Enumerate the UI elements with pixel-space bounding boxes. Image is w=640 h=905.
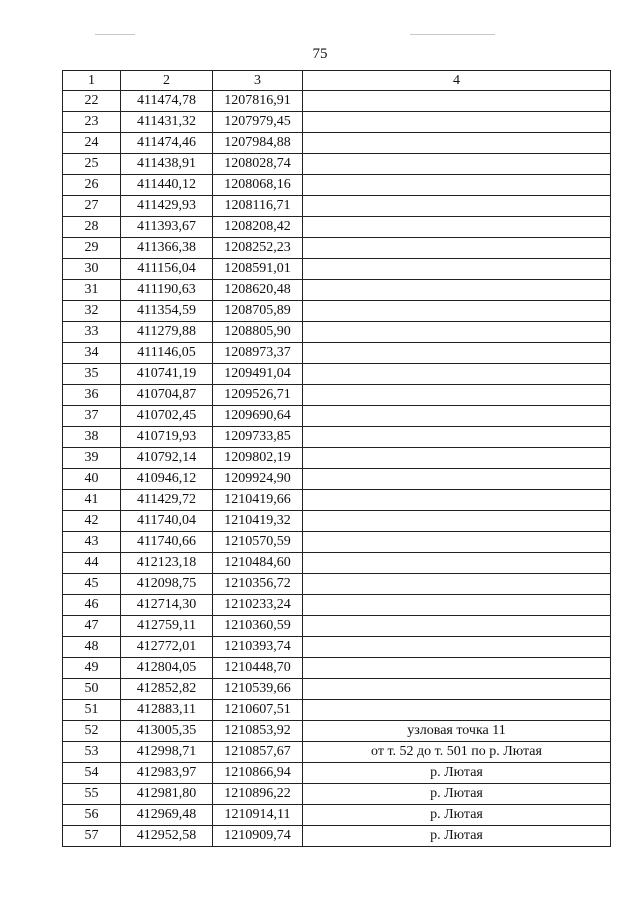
x-coordinate-cell: 411438,91 [121, 154, 213, 175]
x-coordinate-cell: 411190,63 [121, 280, 213, 301]
table-row [63, 616, 611, 637]
description-cell [303, 532, 611, 553]
table-row [63, 742, 611, 763]
coordinates-table-container [62, 70, 611, 847]
description-cell [303, 280, 611, 301]
description-cell [303, 259, 611, 280]
table-row [63, 196, 611, 217]
y-coordinate-cell: 1208805,90 [213, 322, 303, 343]
y-coordinate-cell: 1209733,85 [213, 427, 303, 448]
table-row [63, 784, 611, 805]
scan-artifact [95, 34, 135, 35]
page-number: 75 [312, 46, 328, 62]
point-number-cell: 29 [63, 238, 121, 259]
point-number-cell: 41 [63, 490, 121, 511]
description-cell: р. Лютая [303, 763, 611, 784]
point-number-cell: 33 [63, 322, 121, 343]
point-number-cell: 39 [63, 448, 121, 469]
point-number-cell: 49 [63, 658, 121, 679]
point-number-cell: 51 [63, 700, 121, 721]
description-cell [303, 91, 611, 112]
point-number-cell: 24 [63, 133, 121, 154]
table-row [63, 553, 611, 574]
x-coordinate-cell: 411440,12 [121, 175, 213, 196]
description-cell: р. Лютая [303, 805, 611, 826]
x-coordinate-cell: 410702,45 [121, 406, 213, 427]
table-row [63, 217, 611, 238]
x-coordinate-cell: 411740,04 [121, 511, 213, 532]
table-row [63, 700, 611, 721]
y-coordinate-cell: 1210909,74 [213, 826, 303, 847]
point-number-cell: 53 [63, 742, 121, 763]
y-coordinate-cell: 1209491,04 [213, 364, 303, 385]
table-row [63, 574, 611, 595]
x-coordinate-cell: 412098,75 [121, 574, 213, 595]
x-coordinate-cell: 412852,82 [121, 679, 213, 700]
point-number-cell: 32 [63, 301, 121, 322]
point-number-cell: 45 [63, 574, 121, 595]
table-header-row [63, 71, 611, 91]
point-number-cell: 54 [63, 763, 121, 784]
table-row [63, 448, 611, 469]
description-cell [303, 154, 611, 175]
table-row [63, 364, 611, 385]
y-coordinate-cell: 1210393,74 [213, 637, 303, 658]
table-row [63, 763, 611, 784]
x-coordinate-cell: 412983,97 [121, 763, 213, 784]
x-coordinate-cell: 411146,05 [121, 343, 213, 364]
table-row [63, 238, 611, 259]
x-coordinate-cell: 411393,67 [121, 217, 213, 238]
column-header-4: 4 [303, 71, 611, 91]
y-coordinate-cell: 1210857,67 [213, 742, 303, 763]
y-coordinate-cell: 1210233,24 [213, 595, 303, 616]
table-row [63, 259, 611, 280]
table-row [63, 532, 611, 553]
y-coordinate-cell: 1207984,88 [213, 133, 303, 154]
description-cell [303, 448, 611, 469]
y-coordinate-cell: 1210896,22 [213, 784, 303, 805]
point-number-cell: 37 [63, 406, 121, 427]
table-row [63, 133, 611, 154]
x-coordinate-cell: 412772,01 [121, 637, 213, 658]
table-row [63, 679, 611, 700]
y-coordinate-cell: 1209924,90 [213, 469, 303, 490]
x-coordinate-cell: 410792,14 [121, 448, 213, 469]
y-coordinate-cell: 1210853,92 [213, 721, 303, 742]
y-coordinate-cell: 1208116,71 [213, 196, 303, 217]
table-row [63, 280, 611, 301]
table-row [63, 91, 611, 112]
x-coordinate-cell: 411740,66 [121, 532, 213, 553]
description-cell [303, 427, 611, 448]
y-coordinate-cell: 1210448,70 [213, 658, 303, 679]
y-coordinate-cell: 1208028,74 [213, 154, 303, 175]
x-coordinate-cell: 412714,30 [121, 595, 213, 616]
x-coordinate-cell: 412883,11 [121, 700, 213, 721]
description-cell [303, 196, 611, 217]
table-row [63, 805, 611, 826]
description-cell [303, 406, 611, 427]
description-cell [303, 175, 611, 196]
x-coordinate-cell: 411354,59 [121, 301, 213, 322]
point-number-cell: 25 [63, 154, 121, 175]
description-cell [303, 700, 611, 721]
y-coordinate-cell: 1208252,23 [213, 238, 303, 259]
x-coordinate-cell: 411156,04 [121, 259, 213, 280]
description-cell: от т. 52 до т. 501 по р. Лютая [303, 742, 611, 763]
y-coordinate-cell: 1210484,60 [213, 553, 303, 574]
point-number-cell: 44 [63, 553, 121, 574]
x-coordinate-cell: 413005,35 [121, 721, 213, 742]
point-number-cell: 38 [63, 427, 121, 448]
point-number-cell: 34 [63, 343, 121, 364]
y-coordinate-cell: 1209802,19 [213, 448, 303, 469]
point-number-cell: 57 [63, 826, 121, 847]
description-cell [303, 469, 611, 490]
table-row [63, 469, 611, 490]
description-cell [303, 574, 611, 595]
description-cell: узловая точка 11 [303, 721, 611, 742]
point-number-cell: 35 [63, 364, 121, 385]
y-coordinate-cell: 1210419,32 [213, 511, 303, 532]
y-coordinate-cell: 1210356,72 [213, 574, 303, 595]
x-coordinate-cell: 410741,19 [121, 364, 213, 385]
point-number-cell: 28 [63, 217, 121, 238]
table-row [63, 826, 611, 847]
coordinates-table [62, 70, 611, 847]
point-number-cell: 55 [63, 784, 121, 805]
point-number-cell: 56 [63, 805, 121, 826]
point-number-cell: 23 [63, 112, 121, 133]
table-row [63, 385, 611, 406]
description-cell: р. Лютая [303, 784, 611, 805]
y-coordinate-cell: 1210539,66 [213, 679, 303, 700]
x-coordinate-cell: 410946,12 [121, 469, 213, 490]
column-header-2: 2 [121, 71, 213, 91]
y-coordinate-cell: 1210866,94 [213, 763, 303, 784]
point-number-cell: 26 [63, 175, 121, 196]
table-row [63, 175, 611, 196]
description-cell [303, 385, 611, 406]
table-row [63, 406, 611, 427]
x-coordinate-cell: 411279,88 [121, 322, 213, 343]
point-number-cell: 30 [63, 259, 121, 280]
x-coordinate-cell: 410719,93 [121, 427, 213, 448]
point-number-cell: 27 [63, 196, 121, 217]
table-row [63, 154, 611, 175]
table-row [63, 112, 611, 133]
point-number-cell: 36 [63, 385, 121, 406]
x-coordinate-cell: 412981,80 [121, 784, 213, 805]
description-cell [303, 322, 611, 343]
description-cell [303, 595, 611, 616]
description-cell [303, 511, 611, 532]
y-coordinate-cell: 1209690,64 [213, 406, 303, 427]
x-coordinate-cell: 412804,05 [121, 658, 213, 679]
y-coordinate-cell: 1208591,01 [213, 259, 303, 280]
y-coordinate-cell: 1208208,42 [213, 217, 303, 238]
table-row [63, 322, 611, 343]
description-cell [303, 553, 611, 574]
description-cell [303, 217, 611, 238]
y-coordinate-cell: 1210570,59 [213, 532, 303, 553]
x-coordinate-cell: 412759,11 [121, 616, 213, 637]
y-coordinate-cell: 1208068,16 [213, 175, 303, 196]
description-cell [303, 112, 611, 133]
description-cell [303, 238, 611, 259]
table-row [63, 595, 611, 616]
x-coordinate-cell: 411429,93 [121, 196, 213, 217]
x-coordinate-cell: 412998,71 [121, 742, 213, 763]
description-cell [303, 658, 611, 679]
description-cell [303, 301, 611, 322]
y-coordinate-cell: 1210607,51 [213, 700, 303, 721]
description-cell [303, 343, 611, 364]
column-header-1: 1 [63, 71, 121, 91]
description-cell: р. Лютая [303, 826, 611, 847]
x-coordinate-cell: 411474,78 [121, 91, 213, 112]
table-row [63, 490, 611, 511]
point-number-cell: 50 [63, 679, 121, 700]
x-coordinate-cell: 411431,32 [121, 112, 213, 133]
description-cell [303, 364, 611, 385]
table-body [63, 91, 611, 847]
y-coordinate-cell: 1210419,66 [213, 490, 303, 511]
y-coordinate-cell: 1208973,37 [213, 343, 303, 364]
scan-artifact [410, 34, 495, 35]
x-coordinate-cell: 412123,18 [121, 553, 213, 574]
point-number-cell: 46 [63, 595, 121, 616]
x-coordinate-cell: 411474,46 [121, 133, 213, 154]
point-number-cell: 48 [63, 637, 121, 658]
x-coordinate-cell: 412969,48 [121, 805, 213, 826]
y-coordinate-cell: 1210360,59 [213, 616, 303, 637]
point-number-cell: 52 [63, 721, 121, 742]
point-number-cell: 47 [63, 616, 121, 637]
description-cell [303, 490, 611, 511]
point-number-cell: 40 [63, 469, 121, 490]
table-row [63, 343, 611, 364]
column-header-3: 3 [213, 71, 303, 91]
y-coordinate-cell: 1210914,11 [213, 805, 303, 826]
x-coordinate-cell: 410704,87 [121, 385, 213, 406]
table-row [63, 637, 611, 658]
table-row [63, 721, 611, 742]
description-cell [303, 133, 611, 154]
table-row [63, 301, 611, 322]
y-coordinate-cell: 1209526,71 [213, 385, 303, 406]
point-number-cell: 31 [63, 280, 121, 301]
x-coordinate-cell: 412952,58 [121, 826, 213, 847]
table-row [63, 511, 611, 532]
table-row [63, 427, 611, 448]
y-coordinate-cell: 1207979,45 [213, 112, 303, 133]
description-cell [303, 637, 611, 658]
x-coordinate-cell: 411366,38 [121, 238, 213, 259]
y-coordinate-cell: 1208620,48 [213, 280, 303, 301]
description-cell [303, 616, 611, 637]
description-cell [303, 679, 611, 700]
point-number-cell: 42 [63, 511, 121, 532]
y-coordinate-cell: 1207816,91 [213, 91, 303, 112]
x-coordinate-cell: 411429,72 [121, 490, 213, 511]
point-number-cell: 43 [63, 532, 121, 553]
table-row [63, 658, 611, 679]
y-coordinate-cell: 1208705,89 [213, 301, 303, 322]
point-number-cell: 22 [63, 91, 121, 112]
